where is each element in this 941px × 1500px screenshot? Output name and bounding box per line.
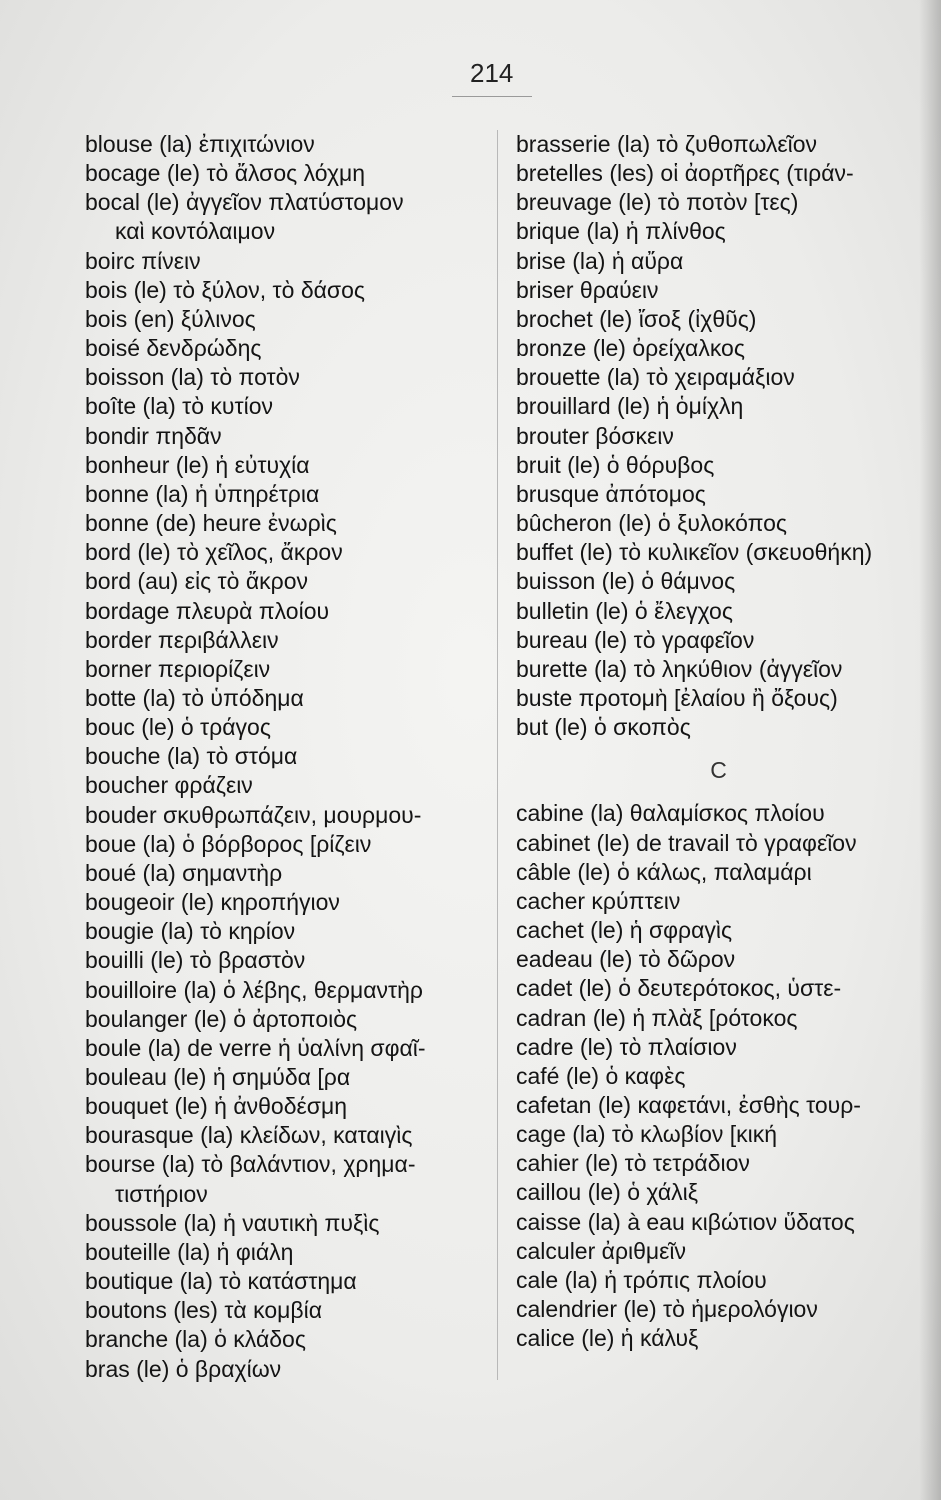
entry: caisse (la) à eau κιβώτιον ὕδατος <box>516 1208 855 1235</box>
entry: calice (le) ἡ κάλυξ <box>516 1325 699 1352</box>
entry: cabine (la) θαλαμίσκος πλοίου <box>516 800 825 827</box>
entry: boîte (la) τὸ κυτίον <box>85 393 273 420</box>
entry: boussole (la) ἡ ναυτικὴ πυξὶς <box>85 1209 380 1236</box>
right-column <box>516 130 921 1353</box>
entry: boisé δενδρώδης <box>85 335 262 362</box>
entry: cafetan (le) καφετάνι, ἐσθὴς τουρ- <box>516 1092 861 1118</box>
entry: calendrier (le) τὸ ἡμερολόγιον <box>516 1296 818 1323</box>
header-rule <box>452 96 532 97</box>
entry: bois (le) τὸ ξύλον, τὸ δάσος <box>85 276 365 303</box>
entry: café (le) ὁ καφὲς <box>516 1062 686 1089</box>
entry: boutons (les) τὰ κομβία <box>85 1297 323 1324</box>
entry: eadeau (le) τὸ δῶρον <box>516 946 736 973</box>
entry: cadre (le) τὸ πλαίσιον <box>516 1033 737 1060</box>
entry: bocal (le) ἀγγεῖον πλατύστομον <box>85 189 404 216</box>
entry: cacher κρύπτειν <box>516 887 681 914</box>
entry: bouche (la) τὸ στόμα <box>85 743 298 770</box>
entry: brise (la) ἡ αὔρα <box>516 247 684 274</box>
entry-continuation: καὶ κοντόλαιμον <box>115 218 276 245</box>
entry: bouteille (la) ἡ φιάλη <box>85 1238 294 1265</box>
entry: bruit (le) ὁ θόρυβος <box>516 451 715 478</box>
entry: boulanger (le) ὁ ἀρτοποιὸς <box>85 1005 358 1032</box>
entry: bourse (la) τὸ βαλάντιον, χρημα- <box>85 1151 416 1178</box>
entry: boirc πίνειν <box>85 247 201 274</box>
entry: bonne (de) heure ἐνωρὶς <box>85 510 337 537</box>
left-column <box>85 130 485 1384</box>
page-spine-shadow <box>919 0 941 1500</box>
entry: buisson (le) ὁ θάμνος <box>516 568 736 595</box>
entry: caillou (le) ὁ χάλιξ <box>516 1179 699 1206</box>
entry: cage (la) τὸ κλωβίον [κική <box>516 1121 778 1148</box>
entry: bois (en) ξύλινος <box>85 305 256 332</box>
page-number: 214 <box>470 58 514 88</box>
entry: cachet (le) ἡ σφραγὶς <box>516 917 733 944</box>
entry: cadran (le) ἡ πλὰξ [ρότοκος <box>516 1004 798 1031</box>
entry: bouilloire (la) ὁ λέβης, θερμαντὴρ <box>85 976 424 1003</box>
entry: bureau (le) τὸ γραφεῖον <box>516 626 755 653</box>
entry: breuvage (le) τὸ ποτὸν [τες) <box>516 189 799 216</box>
column-divider <box>497 130 498 1380</box>
entry: cahier (le) τὸ τετράδιον <box>516 1150 750 1177</box>
entry: bocage (le) τὸ ἄλσος λόχμη <box>85 160 366 187</box>
entry: but (le) ὁ σκοπὸς <box>516 714 691 741</box>
entry: border περιβάλλειν <box>85 626 279 653</box>
entry: bouilli (le) τὸ βραστὸν <box>85 947 306 974</box>
entry: bras (le) ὁ βραχίων <box>85 1355 282 1382</box>
entry: brusque ἀπότομος <box>516 480 706 507</box>
entry: boutique (la) τὸ κατάστημα <box>85 1268 357 1295</box>
entry: boue (la) ὁ βόρβορος [ρίζειν <box>85 830 372 857</box>
entry: bouder σκυθρωπάζειν, μουρμου- <box>85 801 422 828</box>
entry: brouillard (le) ἡ ὁμίχλη <box>516 393 744 420</box>
entry: brique (la) ἡ πλίνθος <box>516 218 726 245</box>
entry: bordage πλευρὰ πλοίου <box>85 597 330 624</box>
entry: bonne (la) ἡ ὑπηρέτρια <box>85 480 320 507</box>
entry: boué (la) σημαντὴρ <box>85 859 283 886</box>
entry-continuation: τιστήριον <box>115 1180 208 1207</box>
entry: bondir πηδᾶν <box>85 422 222 449</box>
entry: bouc (le) ὁ τράγος <box>85 714 271 741</box>
entry: brouter βόσκειν <box>516 422 674 449</box>
entry: bord (le) τὸ χεῖλος, ἄκρον <box>85 539 343 566</box>
entry: brochet (le) ἴσοξ (ἰχθῦς) <box>516 305 757 332</box>
entry: bord (au) εἰς τὸ ἄκρον <box>85 568 308 595</box>
entry: bouquet (le) ἡ ἀνθοδέσμη <box>85 1093 347 1120</box>
entry: bourasque (la) κλείδων, καταιγὶς <box>85 1122 413 1149</box>
entry: cabinet (le) de travail τὸ γραφεῖον <box>516 829 857 856</box>
entry: bougeoir (le) κηροπήγιον <box>85 889 340 916</box>
entry: burette (la) τὸ ληκύθιον (ἀγγεῖον <box>516 655 843 682</box>
section-letter: C <box>710 757 727 784</box>
entry: boule (la) de verre ἡ ὑαλίνη σφαῖ- <box>85 1034 426 1061</box>
entry: branche (la) ὁ κλάδος <box>85 1326 306 1353</box>
entry: bronze (le) ὀρείχαλκος <box>516 335 745 362</box>
entry: boisson (la) τὸ ποτὸν <box>85 364 300 391</box>
entry: blouse (la) ἐπιχιτώνιον <box>85 131 315 157</box>
entry: bonheur (le) ἡ εὐτυχία <box>85 451 310 478</box>
entry: bulletin (le) ὁ ἔλεγχος <box>516 597 733 624</box>
entry: câble (le) ὁ κάλως, παλαμάρι <box>516 858 812 885</box>
entry: cadet (le) ὁ δευτερότοκος, ὑστε- <box>516 975 842 1002</box>
entry: buffet (le) τὸ κυλικεῖον (σκευοθήκη) <box>516 539 873 566</box>
entry: calculer ἀριθμεῖν <box>516 1237 687 1264</box>
entry: brasserie (la) τὸ ζυθοπωλεῖον <box>516 131 818 157</box>
entry: bouleau (le) ἡ σημύδα [ρα <box>85 1064 351 1090</box>
entry: boucher φράζειν <box>85 772 253 799</box>
entry: bretelles (les) οἱ ἀορτῆρες (τιράν- <box>516 160 854 187</box>
entry: borner περιορίζειν <box>85 655 271 682</box>
entry: bougie (la) τὸ κηρίον <box>85 918 296 945</box>
entry: briser θραύειν <box>516 276 659 303</box>
entry: brouette (la) τὸ χειραμάξιον <box>516 364 795 391</box>
entry: buste προτομὴ [ἐλαίου ἢ ὄξους) <box>516 684 838 711</box>
entry: cale (la) ἡ τρόπις πλοίου <box>516 1266 767 1293</box>
entry: bûcheron (le) ὁ ξυλοκόπος <box>516 510 788 537</box>
entry: botte (la) τὸ ὑπόδημα <box>85 684 304 711</box>
